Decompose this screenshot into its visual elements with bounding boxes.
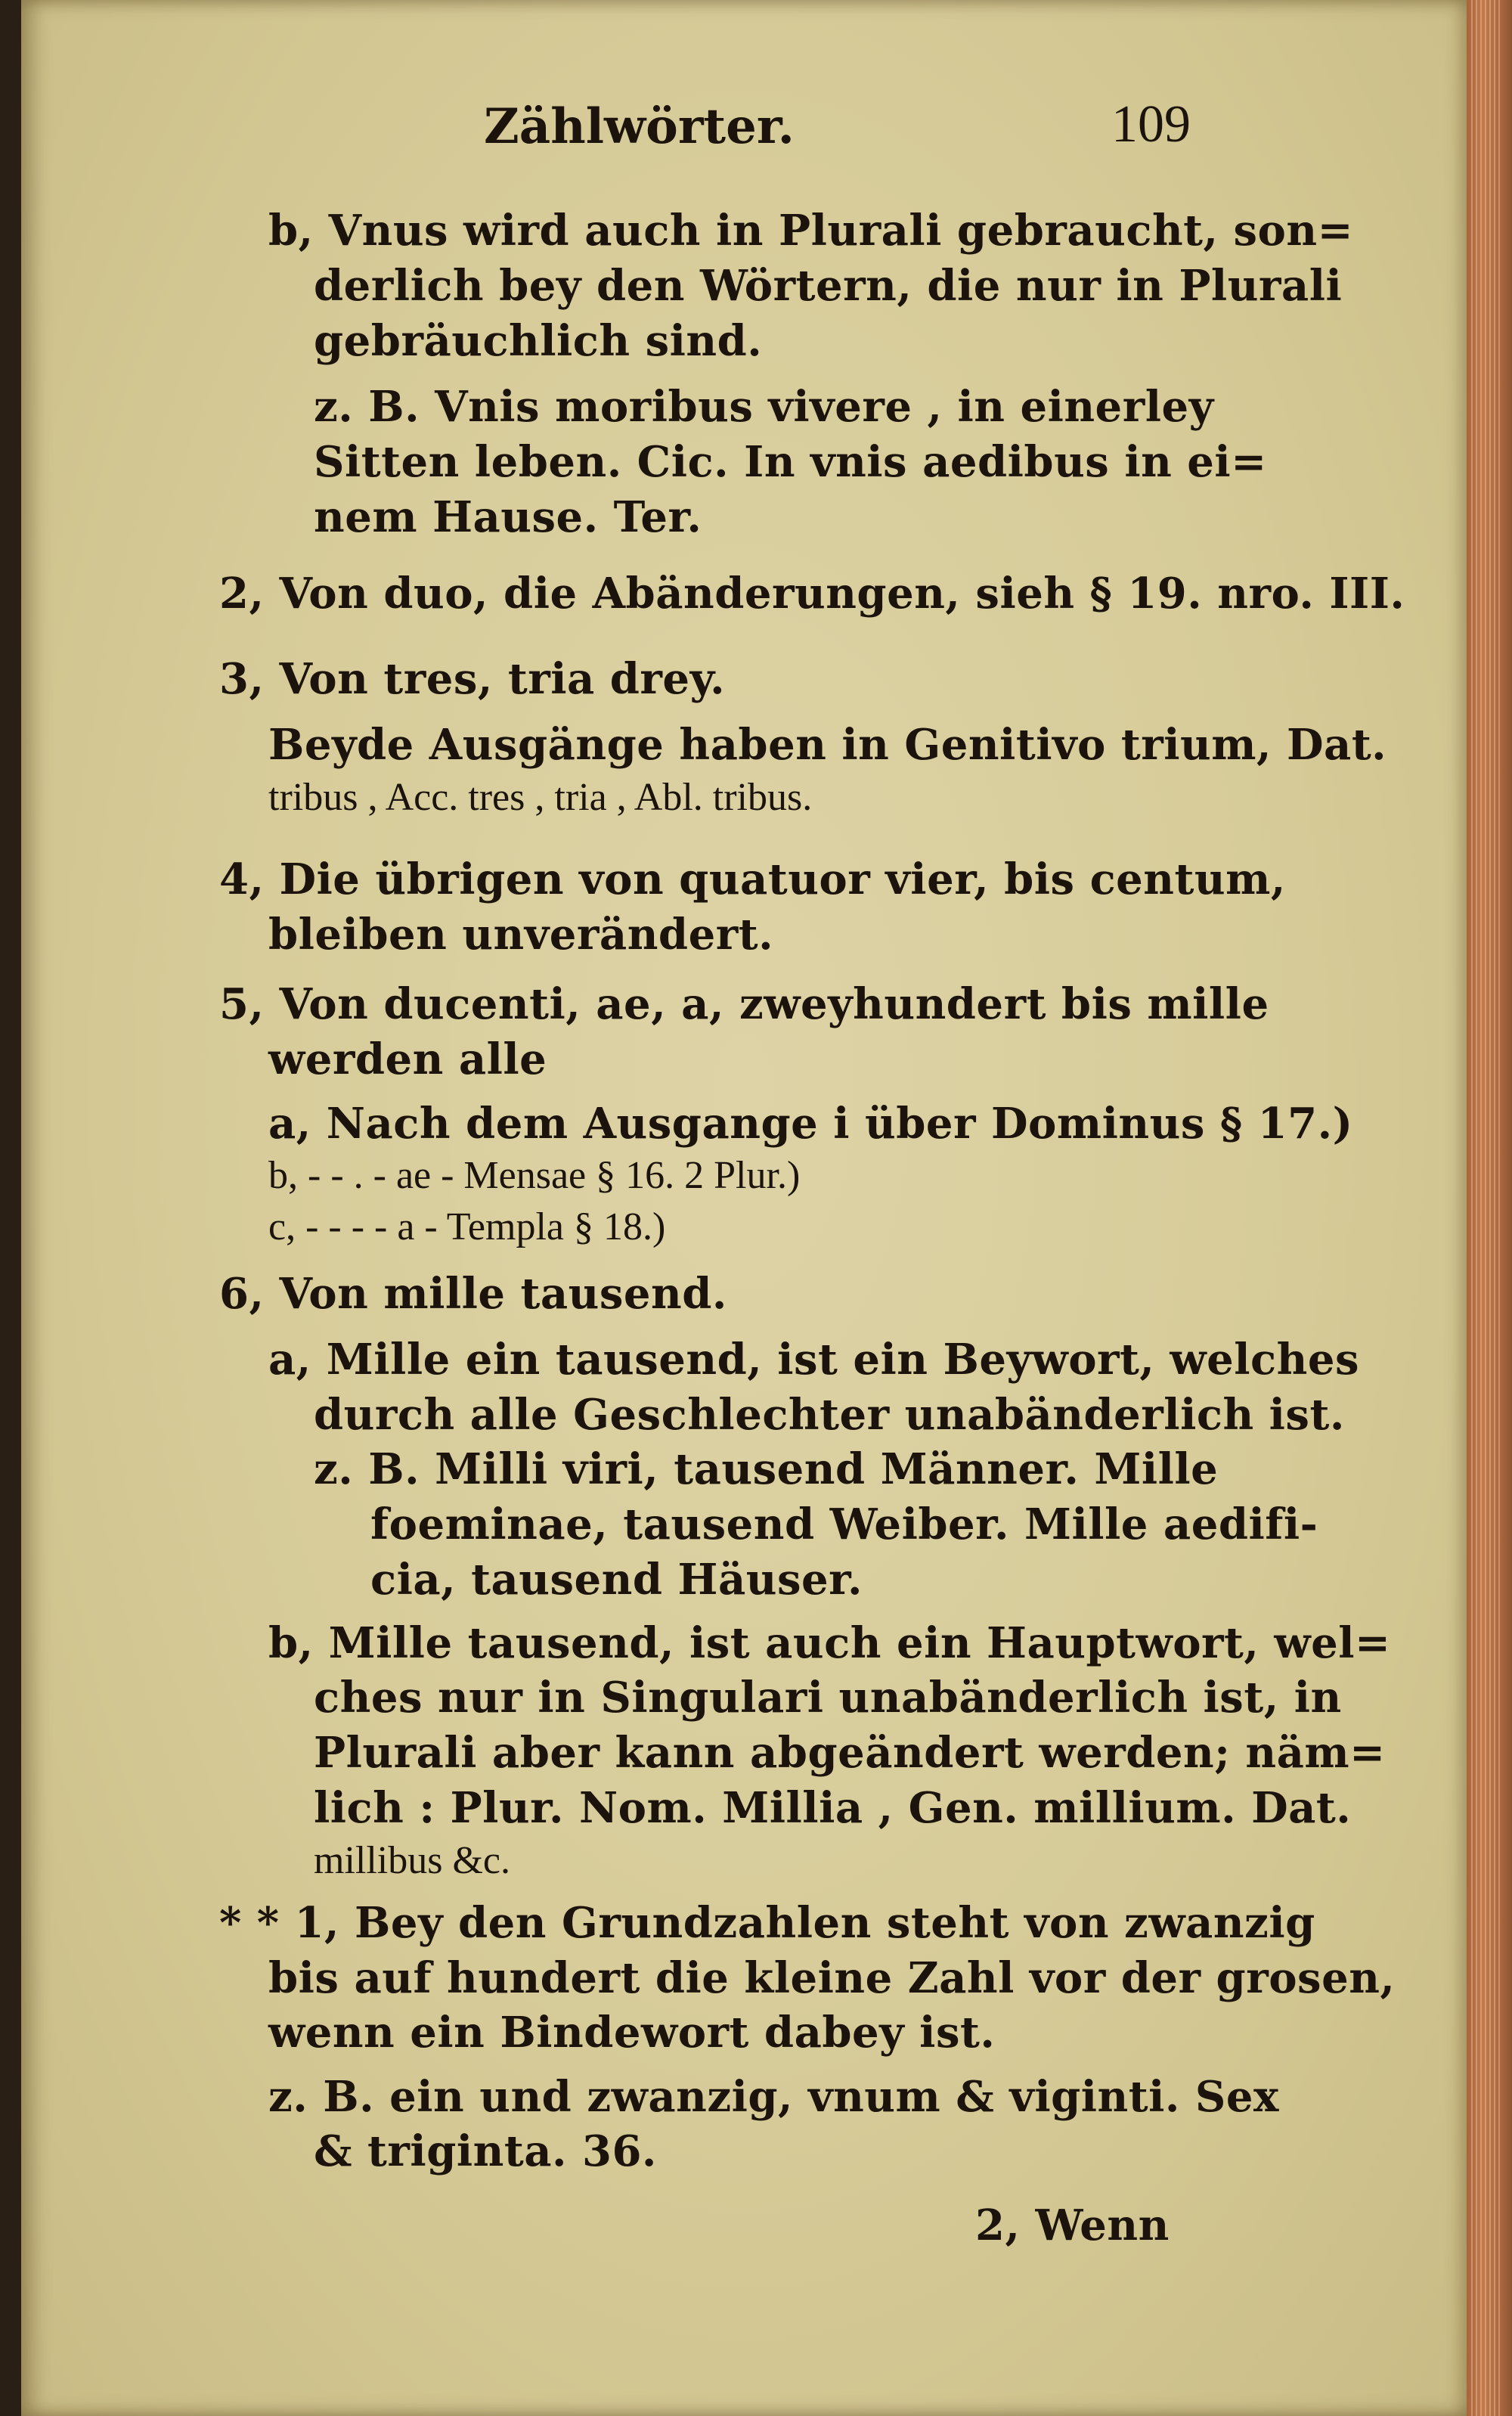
text-line: Beyde Ausgänge haben in Genitivo trium, Dat. [268,720,1387,770]
page-edge-stripes [1471,0,1501,2416]
text-line: 3, Von tres, tria drey. [219,654,726,704]
text-line: durch alle Geschlechter unabänderlich ist. [314,1390,1345,1440]
text-line: wenn ein Bindewort dabey ist. [268,2008,996,2058]
text-line: a, Nach dem Ausgange i über Dominus § 17.) [268,1099,1353,1149]
text-line: bis auf hundert die kleine Zahl vor der grosen, [268,1953,1396,2003]
text-line: * * 1, Bey den Grundzahlen steht von zwanzig [219,1898,1315,1948]
text-line: b, - - . - ae - Mensae § 16. 2 Plur.) [268,1154,801,1197]
text-line: z. B. Milli viri, tausend Männer. Mille [314,1444,1219,1494]
text-line: b, Mille tausend, ist auch ein Hauptwort, wel= [268,1618,1391,1668]
page-number: 109 [1111,95,1191,154]
text-line: & triginta. 36. [314,2126,657,2176]
text-line: 2, Von duo, die Abänderungen, sieh § 19. nro. III. [219,569,1405,619]
catchword: 2, Wenn [975,2200,1170,2250]
running-title: Zählwörter. [484,98,795,155]
text-line: cia, tausend Häuser. [370,1555,863,1605]
text-line: 6, Von mille tausend. [219,1269,727,1319]
text-line: foeminae, tausend Weiber. Mille aedifi- [370,1500,1318,1549]
text-line: c, - - - - a - Templa § 18.) [268,1205,666,1248]
text-line: gebräuchlich sind. [314,316,763,366]
text-line: ches nur in Singulari unabänderlich ist, in [314,1673,1342,1723]
text-line: lich : Plur. Nom. Millia , Gen. millium. Dat. [314,1783,1352,1833]
text-line: nem Hause. Ter. [314,492,702,542]
text-line: b, Vnus wird auch in Plurali gebraucht, son= [268,206,1354,256]
text-line: a, Mille ein tausend, ist ein Beywort, welches [268,1335,1359,1385]
text-line: werden alle [268,1034,547,1084]
text-line: derlich bey den Wörtern, die nur in Plurali [314,261,1343,311]
text-line: z. B. ein und zwanzig, vnum & viginti. Sex [268,2072,1279,2122]
text-line: Plurali aber kann abgeändert werden; näm= [314,1728,1386,1778]
text-line: bleiben unverändert. [268,910,774,960]
text-line: Sitten leben. Cic. In vnis aedibus in ei= [314,437,1267,487]
text-line: 4, Die übrigen von quatuor vier, bis centum, [219,854,1286,904]
text-line: 5, Von ducenti, ae, a, zweyhundert bis mille [219,979,1269,1029]
text-line: tribus , Acc. tres , tria , Abl. tribus. [268,776,813,819]
text-line: millibus &c. [314,1839,510,1882]
text-line: z. B. Vnis moribus vivere , in einerley [314,382,1214,432]
